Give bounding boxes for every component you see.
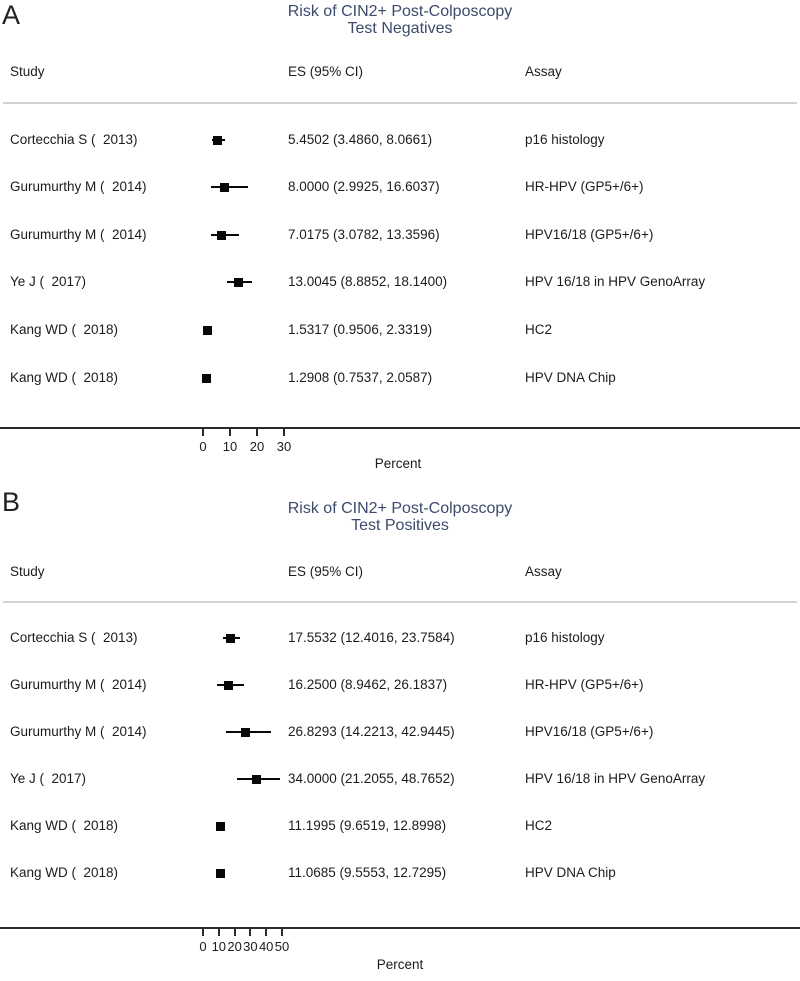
axis-tick-mark	[218, 929, 220, 936]
assay-label: HPV DNA Chip	[525, 865, 616, 880]
effect-size-marker	[216, 869, 225, 878]
es-ci-value: 17.5532 (12.4016, 23.7584)	[288, 630, 455, 645]
axis-tick-label: 30	[243, 939, 258, 954]
study-label: Ye J ( 2017)	[10, 771, 87, 786]
study-label: Ye J ( 2017)	[10, 274, 87, 289]
es-ci-value: 5.4502 (3.4860, 8.0661)	[288, 132, 433, 147]
axis-tick-mark	[265, 929, 267, 936]
study-label: Kang WD ( 2018)	[10, 818, 119, 833]
effect-size-marker	[216, 822, 225, 831]
axis-tick-mark	[281, 929, 283, 936]
assay-label: HPV 16/18 in HPV GenoArray	[525, 274, 706, 289]
axis-tick-label: 10	[222, 439, 238, 454]
axis-tick-label: 40	[258, 939, 274, 954]
axis-tick-label: 20	[249, 439, 265, 454]
column-header-study: Study	[10, 564, 45, 579]
chart-title: Risk of CIN2+ Post-Colposcopy	[287, 500, 513, 517]
study-label: Gurumurthy M ( 2014)	[10, 227, 147, 242]
assay-label: HPV 16/18 in HPV GenoArray	[525, 771, 706, 786]
study-label: Gurumurthy M ( 2014)	[10, 179, 147, 194]
column-header-study: Study	[10, 64, 45, 79]
column-header-assay: Assay	[525, 564, 562, 579]
axis-tick-label: 30	[276, 439, 292, 454]
assay-label: HR-HPV (GP5+/6+)	[525, 677, 644, 692]
es-ci-value: 8.0000 (2.9925, 16.6037)	[288, 179, 440, 194]
es-ci-value: 13.0045 (8.8852, 18.1400)	[288, 274, 448, 289]
effect-size-marker	[226, 634, 235, 643]
es-ci-value: 1.5317 (0.9506, 2.3319)	[288, 322, 433, 337]
assay-label: p16 histology	[525, 132, 605, 147]
study-label: Gurumurthy M ( 2014)	[10, 724, 147, 739]
axis-tick-mark	[202, 929, 204, 936]
assay-label: HPV16/18 (GP5+/6+)	[525, 227, 654, 242]
axis-tick-label: 20	[227, 939, 242, 954]
axis-tick-mark	[249, 929, 251, 936]
study-label: Cortecchia S ( 2013)	[10, 630, 138, 645]
es-ci-value: 16.2500 (8.9462, 26.1837)	[288, 677, 448, 692]
es-ci-value: 1.2908 (0.7537, 2.0587)	[288, 370, 433, 385]
study-label: Gurumurthy M ( 2014)	[10, 677, 147, 692]
assay-label: HPV DNA Chip	[525, 370, 616, 385]
es-ci-value: 11.1995 (9.6519, 12.8998)	[288, 818, 447, 833]
study-label: Kang WD ( 2018)	[10, 322, 119, 337]
panel-label: A	[2, 0, 21, 30]
effect-size-marker	[252, 775, 261, 784]
es-ci-value: 26.8293 (14.2213, 42.9445)	[288, 724, 455, 739]
x-axis-line	[0, 927, 800, 929]
effect-size-marker	[224, 681, 233, 690]
chart-title: Risk of CIN2+ Post-Colposcopy	[287, 3, 513, 20]
study-label: Cortecchia S ( 2013)	[10, 132, 138, 147]
effect-size-marker	[241, 728, 250, 737]
x-axis-title: Percent	[374, 456, 422, 471]
assay-label: HC2	[525, 818, 553, 833]
assay-label: HC2	[525, 322, 553, 337]
es-ci-value: 34.0000 (21.2055, 48.7652)	[288, 771, 455, 786]
axis-tick-label: 10	[211, 939, 227, 954]
axis-tick-label: 0	[199, 939, 207, 954]
column-header-es: ES (95% CI)	[288, 564, 364, 579]
chart-subtitle: Test Positives	[351, 517, 449, 534]
assay-label: HR-HPV (GP5+/6+)	[525, 179, 644, 194]
axis-tick-label: 0	[199, 439, 207, 454]
x-axis-title: Percent	[376, 957, 424, 972]
assay-label: p16 histology	[525, 630, 605, 645]
study-label: Kang WD ( 2018)	[10, 865, 119, 880]
axis-tick-mark	[234, 929, 236, 936]
axis-tick-label: 50	[274, 939, 290, 954]
column-header-assay: Assay	[525, 64, 562, 79]
panel-label: B	[2, 487, 21, 517]
assay-label: HPV16/18 (GP5+/6+)	[525, 724, 654, 739]
es-ci-value: 7.0175 (3.0782, 13.3596)	[288, 227, 440, 242]
header-separator-line	[3, 601, 797, 603]
es-ci-value: 11.0685 (9.5553, 12.7295)	[288, 865, 447, 880]
column-header-es: ES (95% CI)	[288, 64, 364, 79]
study-label: Kang WD ( 2018)	[10, 370, 119, 385]
chart-subtitle: Test Negatives	[347, 20, 453, 37]
